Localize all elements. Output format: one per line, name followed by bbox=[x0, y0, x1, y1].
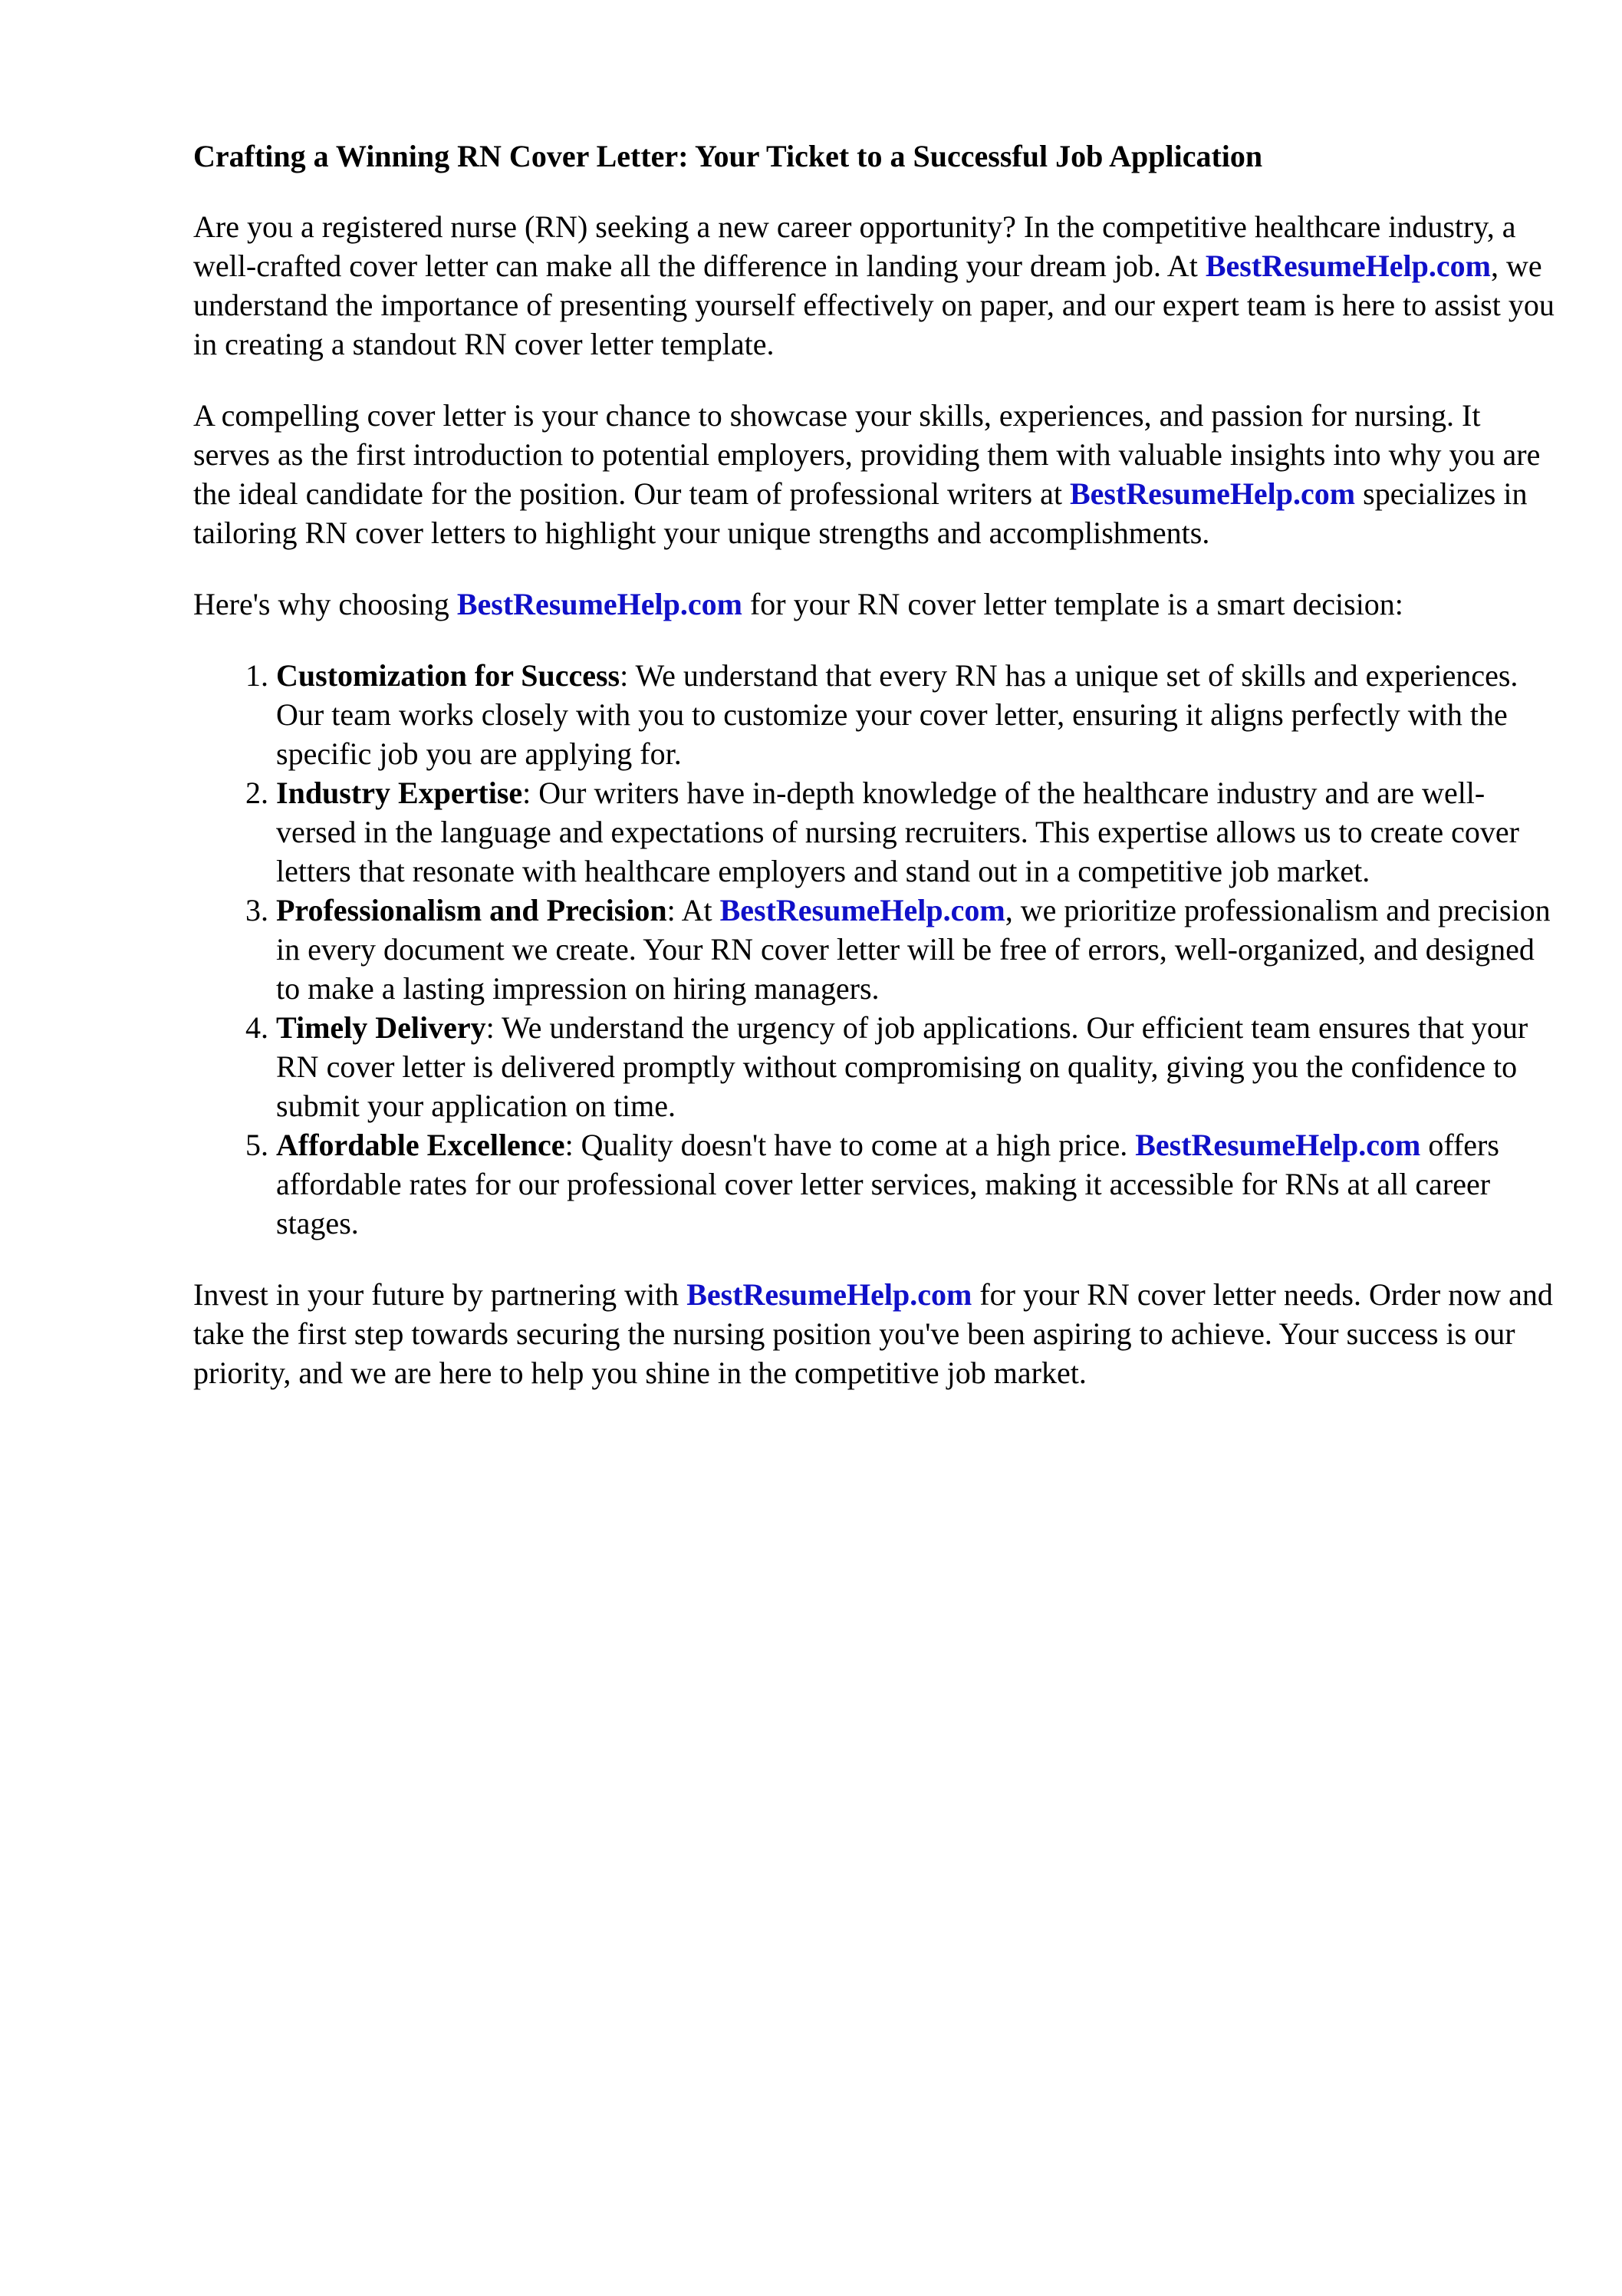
intro-paragraph bbox=[193, 207, 1558, 364]
why-text-after: for your RN cover letter template is a smart decision: bbox=[742, 587, 1403, 621]
benefits-list bbox=[193, 656, 1558, 1243]
benefit-site-link[interactable]: BestResumeHelp.com bbox=[1135, 1128, 1421, 1162]
benefit-item-customization bbox=[276, 656, 1558, 773]
why-paragraph bbox=[193, 585, 1558, 624]
benefit-item-expertise bbox=[276, 773, 1558, 891]
second-text-before: A compelling cover letter is your chance to showcase your skills, experiences, and passion for nursing. It serves as the first introduction to potential employers, providing them with valuable insights into why you are the ideal candidate for the position. Our team of professional writers at bbox=[193, 398, 1541, 511]
intro-text-after: , we understand the importance of presenting yourself effectively on paper, and our expert team is here to assist you in creating a standout RN cover letter template. bbox=[193, 249, 1555, 361]
benefit-item-professionalism bbox=[276, 891, 1558, 1008]
benefit-text-after: offers affordable rates for our professional cover letter services, making it accessible for RNs at all career stages. bbox=[276, 1128, 1499, 1240]
benefit-heading: Affordable Excellence bbox=[276, 1128, 565, 1162]
benefit-heading: Professionalism and Precision bbox=[276, 893, 667, 927]
why-site-link[interactable]: BestResumeHelp.com bbox=[456, 587, 742, 621]
benefit-item-affordable bbox=[276, 1125, 1558, 1243]
intro-site-link[interactable]: BestResumeHelp.com bbox=[1205, 249, 1491, 283]
benefit-site-link[interactable]: BestResumeHelp.com bbox=[719, 893, 1005, 927]
closing-paragraph bbox=[193, 1275, 1558, 1392]
benefit-text: : Our writers have in-depth knowledge of the healthcare industry and are well-versed in the language and expectations of nursing recruiters. This expertise allows us to create cover letters that resonate with healthcare employers and stand out in a competitive job market. bbox=[276, 776, 1519, 888]
benefit-text-after: , we prioritize professionalism and precision in every document we create. Your RN cover letter will be free of errors, well-organized, and designed to make a lasting impression on hiring managers. bbox=[276, 893, 1551, 1006]
closing-text-after: for your RN cover letter needs. Order now and take the first step towards securing the nursing position you've been aspiring to achieve. Your success is our priority, and we are here to help you shine in the competitive job market. bbox=[193, 1277, 1553, 1390]
why-text-before: Here's why choosing bbox=[193, 587, 457, 621]
benefit-text: : We understand the urgency of job applications. Our efficient team ensures that your RN cover letter is delivered promptly without compromising on quality, giving you the confidence to submit your application on time. bbox=[276, 1010, 1528, 1123]
benefit-heading: Customization for Success bbox=[276, 658, 620, 693]
benefit-text: : We understand that every RN has a unique set of skills and experiences. Our team works closely with you to customize your cover letter, ensuring it aligns perfectly with the specific job you are applying for. bbox=[276, 658, 1518, 771]
benefit-heading: Timely Delivery bbox=[276, 1010, 486, 1045]
closing-site-link[interactable]: BestResumeHelp.com bbox=[686, 1277, 972, 1312]
second-paragraph bbox=[193, 396, 1558, 552]
document-title: Crafting a Winning RN Cover Letter: Your Ticket to a Successful Job Application bbox=[193, 139, 1263, 173]
benefit-item-delivery bbox=[276, 1008, 1558, 1125]
closing-text-before: Invest in your future by partnering with bbox=[193, 1277, 687, 1312]
second-text-after: specializes in tailoring RN cover letters to highlight your unique strengths and accomplishments. bbox=[193, 476, 1528, 550]
intro-text-before: Are you a registered nurse (RN) seeking a new career opportunity? In the competitive healthcare industry, a well-crafted cover letter can make all the difference in landing your dream job. At bbox=[193, 209, 1516, 283]
benefit-text-before: : Quality doesn't have to come at a high price. bbox=[564, 1128, 1136, 1162]
benefit-heading: Industry Expertise bbox=[276, 776, 523, 810]
document-page bbox=[193, 137, 1558, 1425]
benefit-text-before: : At bbox=[666, 893, 720, 927]
second-site-link[interactable]: BestResumeHelp.com bbox=[1069, 476, 1356, 511]
